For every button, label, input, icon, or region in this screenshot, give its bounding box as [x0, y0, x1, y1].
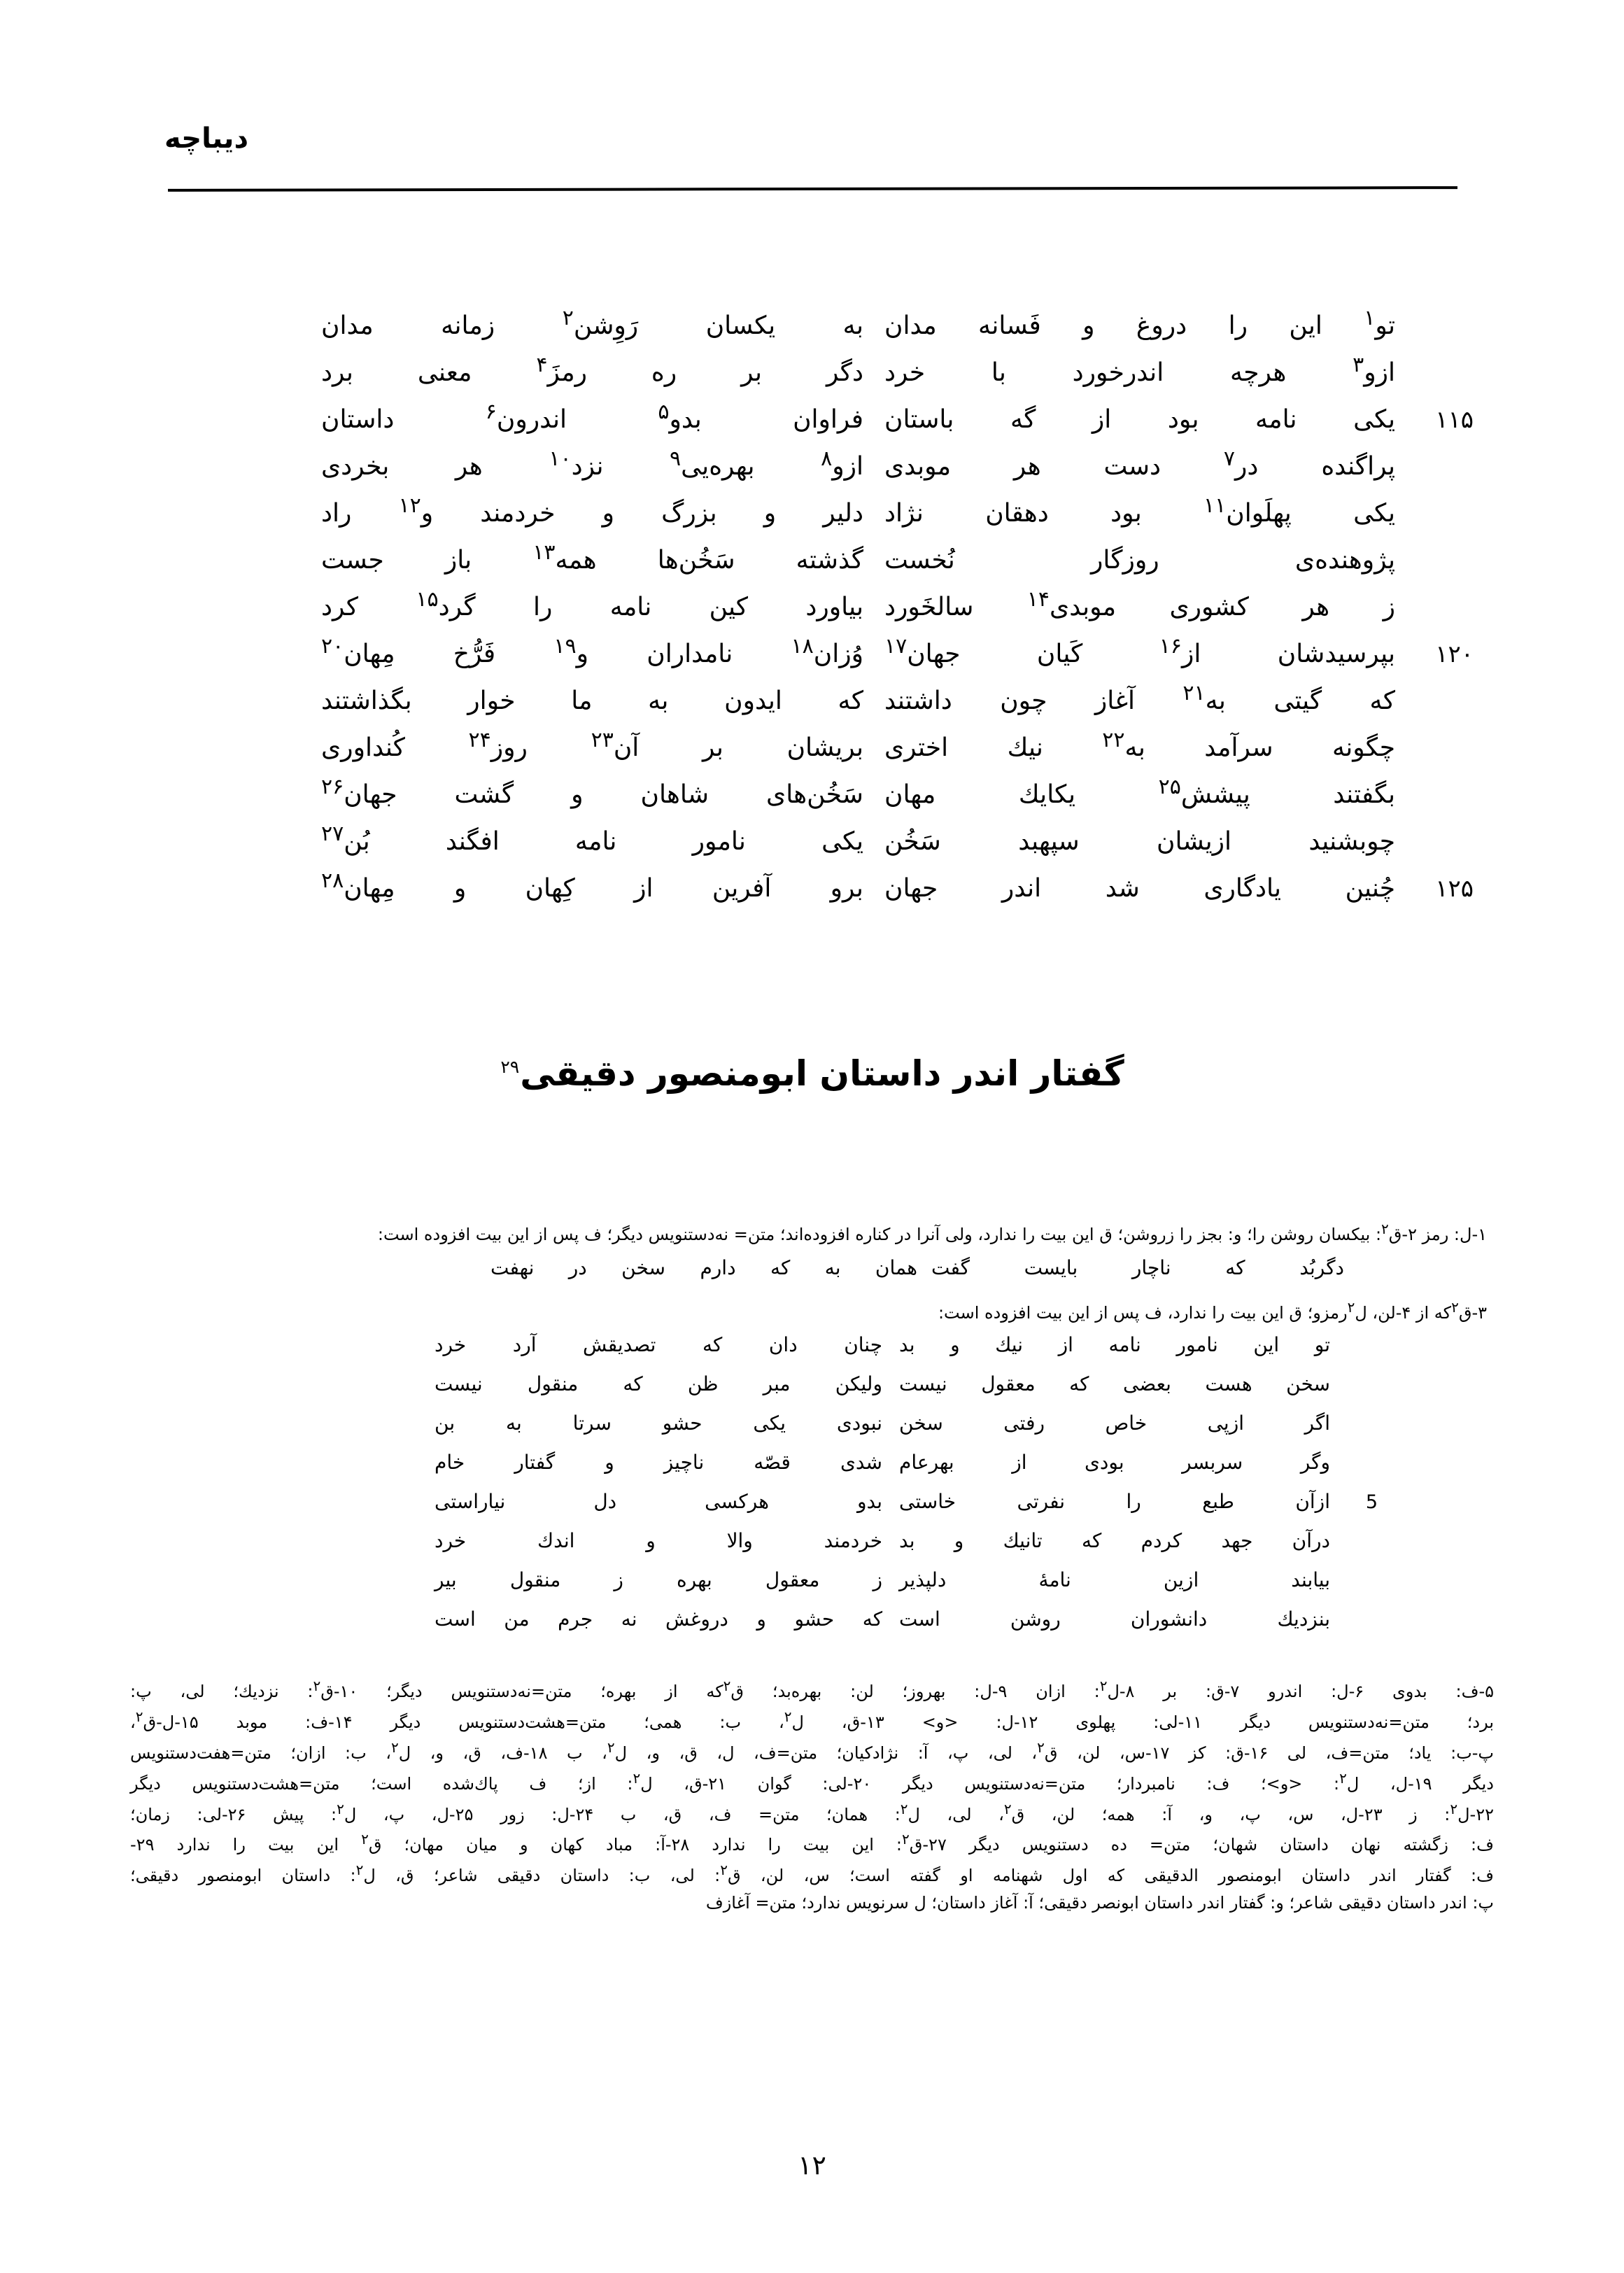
apparatus-inset-couplet: [224, 1256, 1344, 1293]
hemistich-first: بپرسیدشان از$^{۱۶}$ کَیان جهان$^{۱۷}$: [884, 634, 1396, 668]
apparatus-line: پ-ب: یاد؛ متن=ف، لی ۱۶-ق: کز ۱۷-س، لن، ق$^۲$، لی، پ، آ: نژادکیان؛ متن=ف، ل، ق، و، ل$^۲$، ب ۱۸-ف، ق، و، ل$^۲$، ب: ازان؛ متن=هفت‌دستنویس: [130, 1738, 1495, 1763]
verse-block: [150, 306, 1474, 915]
apparatus-hemistich-second: بدو هرکسی دل نیاراستی: [435, 1490, 882, 1513]
verse-line: [150, 775, 1474, 822]
verse-line: [150, 822, 1474, 868]
apparatus-hemistich-first: تو این نامور نامه از نیك و بد: [899, 1333, 1331, 1356]
apparatus-note-1: ۱-ل: رمز ۲-ق$^۲$: بیکسان روشن را؛ و: بجز را زروشن؛ ق این بیت را ندارد، ولی آنرا در کناره افزوده‌اند؛ متن= نه‌دستنویس دیگر؛ ف پس از این بیت افزوده است:: [377, 1220, 1487, 1244]
hemistich-first: یکی نامه بود از گه باستان: [884, 405, 1395, 434]
hemistich-second: برو آفرین از کِهان و مِهان$^{۲۸}$: [321, 868, 863, 903]
apparatus-line: برد؛ متن=نه‌دستنویس دیگر ۱۱-لی: پهلوی ۱۲-ل: <و> ۱۳-ق، ل$^۲$، ب: همی؛ متن=هشت‌دستنویس دیگر ۱۴-ف: موبد ۱۵-ل-ق$^۲$،: [130, 1708, 1494, 1732]
apparatus-verse-line: [210, 1568, 1414, 1607]
hemistich-first: پژوهنده‌ی روزگار نُخست: [884, 546, 1395, 575]
hemistich-first: چُنین یادگاری شد اندر جهان: [884, 874, 1395, 903]
hemistich-second: فراوان بدو$^۵$ اندرون$^۶$ داستان: [321, 400, 863, 434]
verse-line-number: ۱۲۰: [1435, 640, 1474, 668]
apparatus-hemistich-first: ازآن طبع را نفرتی خاستی: [899, 1490, 1330, 1513]
page-number: ۱۲: [798, 2150, 826, 2181]
verse-line: [150, 681, 1474, 728]
apparatus-hemistich-first: وگر سربسر بودی از بهرعام: [899, 1451, 1331, 1474]
apparatus-verse-line: [210, 1412, 1414, 1451]
apparatus-line: ف: زگشته نهان داستان شهان؛ متن= ده دستنویس دیگر ۲۷-ق$^۲$: این بیت را ندارد ۲۸-آ: مباد کهان و میان مهان؛ ق$^۲$ این بیت را ندارد ۲۹-: [130, 1831, 1494, 1855]
verse-line: [150, 493, 1474, 540]
apparatus-hemistich-first: بیابند ازین نامهٔ دلپذیر: [899, 1568, 1331, 1591]
section-heading-footnote-marker: ۲۹: [500, 1057, 520, 1078]
hemistich-second: گذشته سَخُن‌ها همه$^{۱۳}$ باز جست: [321, 540, 864, 575]
verse-line: [150, 587, 1474, 634]
verse-line: [150, 400, 1474, 446]
running-head-container: [164, 122, 1460, 155]
apparatus-hemistich-second: نبودی یکی حشو سرتا به بن: [435, 1412, 882, 1435]
apparatus-line: پ: اندر داستان دقیقی شاعر؛ و: گفتار اندر داستان ابونصر دقیقی؛ آ: آغاز داستان؛ ل سرنویس ندارد؛ متن= آغازف: [705, 1893, 1494, 1913]
apparatus-verse-line: [210, 1529, 1414, 1568]
hemistich-first: پراگنده در$^۷$ دست هر موبدی: [884, 446, 1395, 481]
apparatus-line: ۵-ف: بدوی ۶-ل: اندرو ۷-ق: بر ۸-ل$^۲$: ازان ۹-ل: بهروز؛ لن: بهره‌بد؛ ق$^۲$که از بهره؛ متن=نه‌دستنویس دیگر؛ ۱۰-ق$^۲$: نزدیك؛ لی، پ:: [130, 1677, 1495, 1701]
apparatus-verse-line: [210, 1607, 1414, 1647]
apparatus-line: ۲۲-ل$^۲$: ز ۲۳-ل، س، پ، و، آ: همه؛ لن، ق$^۲$، لی، ل$^۲$: همان؛ متن= ف، ق، ب ۲۴-ل: زور ۲۵-ل، پ، ل$^۲$: پیش ۲۶-لی: زمان؛: [130, 1800, 1494, 1824]
inset-hemistich-first: دگربُد که ناچار بایست گفت: [931, 1256, 1344, 1279]
verse-line: [150, 446, 1474, 493]
apparatus-note-2: ۳-ق$^۲$که از ۴-لن، ل$^۲$رمزو؛ ق این بیت را ندارد، ف پس از این بیت افزوده است:: [938, 1299, 1487, 1323]
apparatus-hemistich-second: ولیکن مبر ظن که منقول نیست: [435, 1372, 882, 1395]
apparatus-hemistich-first: سخن هست بعضی که معقول نیست: [899, 1372, 1330, 1395]
verse-line: [150, 306, 1474, 353]
hemistich-second: دلیر و بزرگ و خردمند و$^{۱۲}$ راد: [321, 493, 864, 528]
inset-hemistich-second: همان به که دارم سخن در نهفت: [490, 1256, 917, 1279]
apparatus-verse-line: [210, 1490, 1414, 1529]
hemistich-second: بیاورد کین نامه را گرد$^{۱۵}$ کرد: [321, 587, 863, 621]
hemistich-second: به یکسان رَوِشن$^۲$ زمانه مدان: [321, 306, 863, 340]
hemistich-second: وُزان$^{۱۸}$ نامداران و$^{۱۹}$ فَرُّخ مِهان$^{۲۰}$: [321, 634, 863, 668]
apparatus-bottom: [130, 1675, 1494, 1917]
verse-line: [150, 868, 1474, 915]
apparatus-inset-verse-block: [210, 1333, 1414, 1647]
header-rule: [168, 186, 1457, 192]
running-head: دیباچه: [164, 122, 248, 155]
hemistich-first: یکی پهلَوان$^{۱۱}$ بود دهقان نژاد: [884, 493, 1395, 528]
hemistich-first: چوبشنید ازیشان سپهبد سَخُن: [884, 827, 1396, 856]
hemistich-second: ازو$^۸$ بهره‌یی$^۹$ نزد$^{۱۰}$ هر بخردی: [321, 446, 864, 481]
apparatus-hemistich-first: بنزدیك دانشوران روشن است: [899, 1607, 1330, 1631]
hemistich-first: ازو$^۳$ هرچه اندرخورد با خرد: [884, 353, 1395, 387]
apparatus-hemistich-second: ز معقول بهره ز منقول بیر: [435, 1568, 883, 1591]
verse-line: [150, 540, 1474, 587]
hemistich-second: سَخُن‌های شاهان و گشت جهان$^{۲۶}$: [321, 775, 863, 809]
verse-line: [150, 353, 1474, 400]
apparatus-line: ف: گفتار اندر داستان ابومنصور الدقیقی که اول شهنامه او گفته است؛ س، لن، ق$^۲$: لی، ب: داستان دقیقی شاعر؛ ق، ل$^۲$: داستان ابومنصور دقیقی؛: [130, 1862, 1495, 1886]
apparatus-hemistich-first: درآن جهد کردم که تانیك و بد: [899, 1529, 1330, 1552]
apparatus-line: دیگر ۱۹-ل، ل$^۲$: <و>؛ ف: نامبردار؛ متن=نه‌دستنویس دیگر ۲۰-لی: گوان ۲۱-ق، ل$^۲$: از؛ ف پاك‌شده است؛ متن=هشت‌دستنویس دیگر: [130, 1769, 1494, 1794]
apparatus-verse-line: [210, 1333, 1414, 1372]
verse-line-number: ۱۲۵: [1435, 875, 1474, 903]
section-heading: [0, 1053, 1624, 1094]
hemistich-first: چگونه سرآمد به$^{۲۲}$ نیك اختری: [884, 728, 1395, 762]
hemistich-second: بریشان بر آن$^{۲۳}$ روز$^{۲۴}$ کُنداوری: [321, 728, 864, 762]
apparatus-hemistich-second: شدی قصّه ناچیز و گفتار خام: [435, 1451, 883, 1474]
apparatus-hemistich-first: اگر ازپی خاص رفتی سخن: [899, 1412, 1331, 1435]
hemistich-second: که ایدون به ما خوار بگذاشتند: [321, 687, 863, 715]
verse-line-number: ۱۱۵: [1435, 406, 1474, 434]
hemistich-first: ز هر کشوری موبدی$^{۱۴}$ سالخَورد: [884, 587, 1395, 621]
apparatus-hemistich-second: چنان دان که تصدیقش آرد خرد: [435, 1333, 883, 1356]
apparatus-verse-line: [210, 1451, 1414, 1490]
section-heading-text: گفتار اندر داستان ابومنصور دقیقی: [520, 1053, 1124, 1094]
verse-line: [150, 728, 1474, 775]
apparatus-hemistich-second: که حشو و دروغش نه جرم من است: [435, 1607, 883, 1631]
apparatus-hemistich-second: خردمند والا و اندك خرد: [435, 1529, 883, 1552]
apparatus-verse-line: [210, 1372, 1414, 1412]
hemistich-first: که گیتی به$^{۲۱}$ آغاز چون داشتند: [884, 681, 1395, 715]
hemistich-first: تو$^۱$ این را دروغ و فَسانه مدان: [884, 306, 1396, 340]
apparatus-verse-line-number: 5: [1365, 1491, 1379, 1513]
hemistich-first: بگفتند پیشش$^{۲۵}$ یکایك مهان: [884, 775, 1395, 809]
verse-line: [150, 634, 1474, 681]
hemistich-second: یکی نامور نامه افگند بُن$^{۲۷}$: [321, 822, 863, 856]
hemistich-second: دگر بر ره رمزَ$^۴$ معنی برد: [321, 353, 863, 387]
